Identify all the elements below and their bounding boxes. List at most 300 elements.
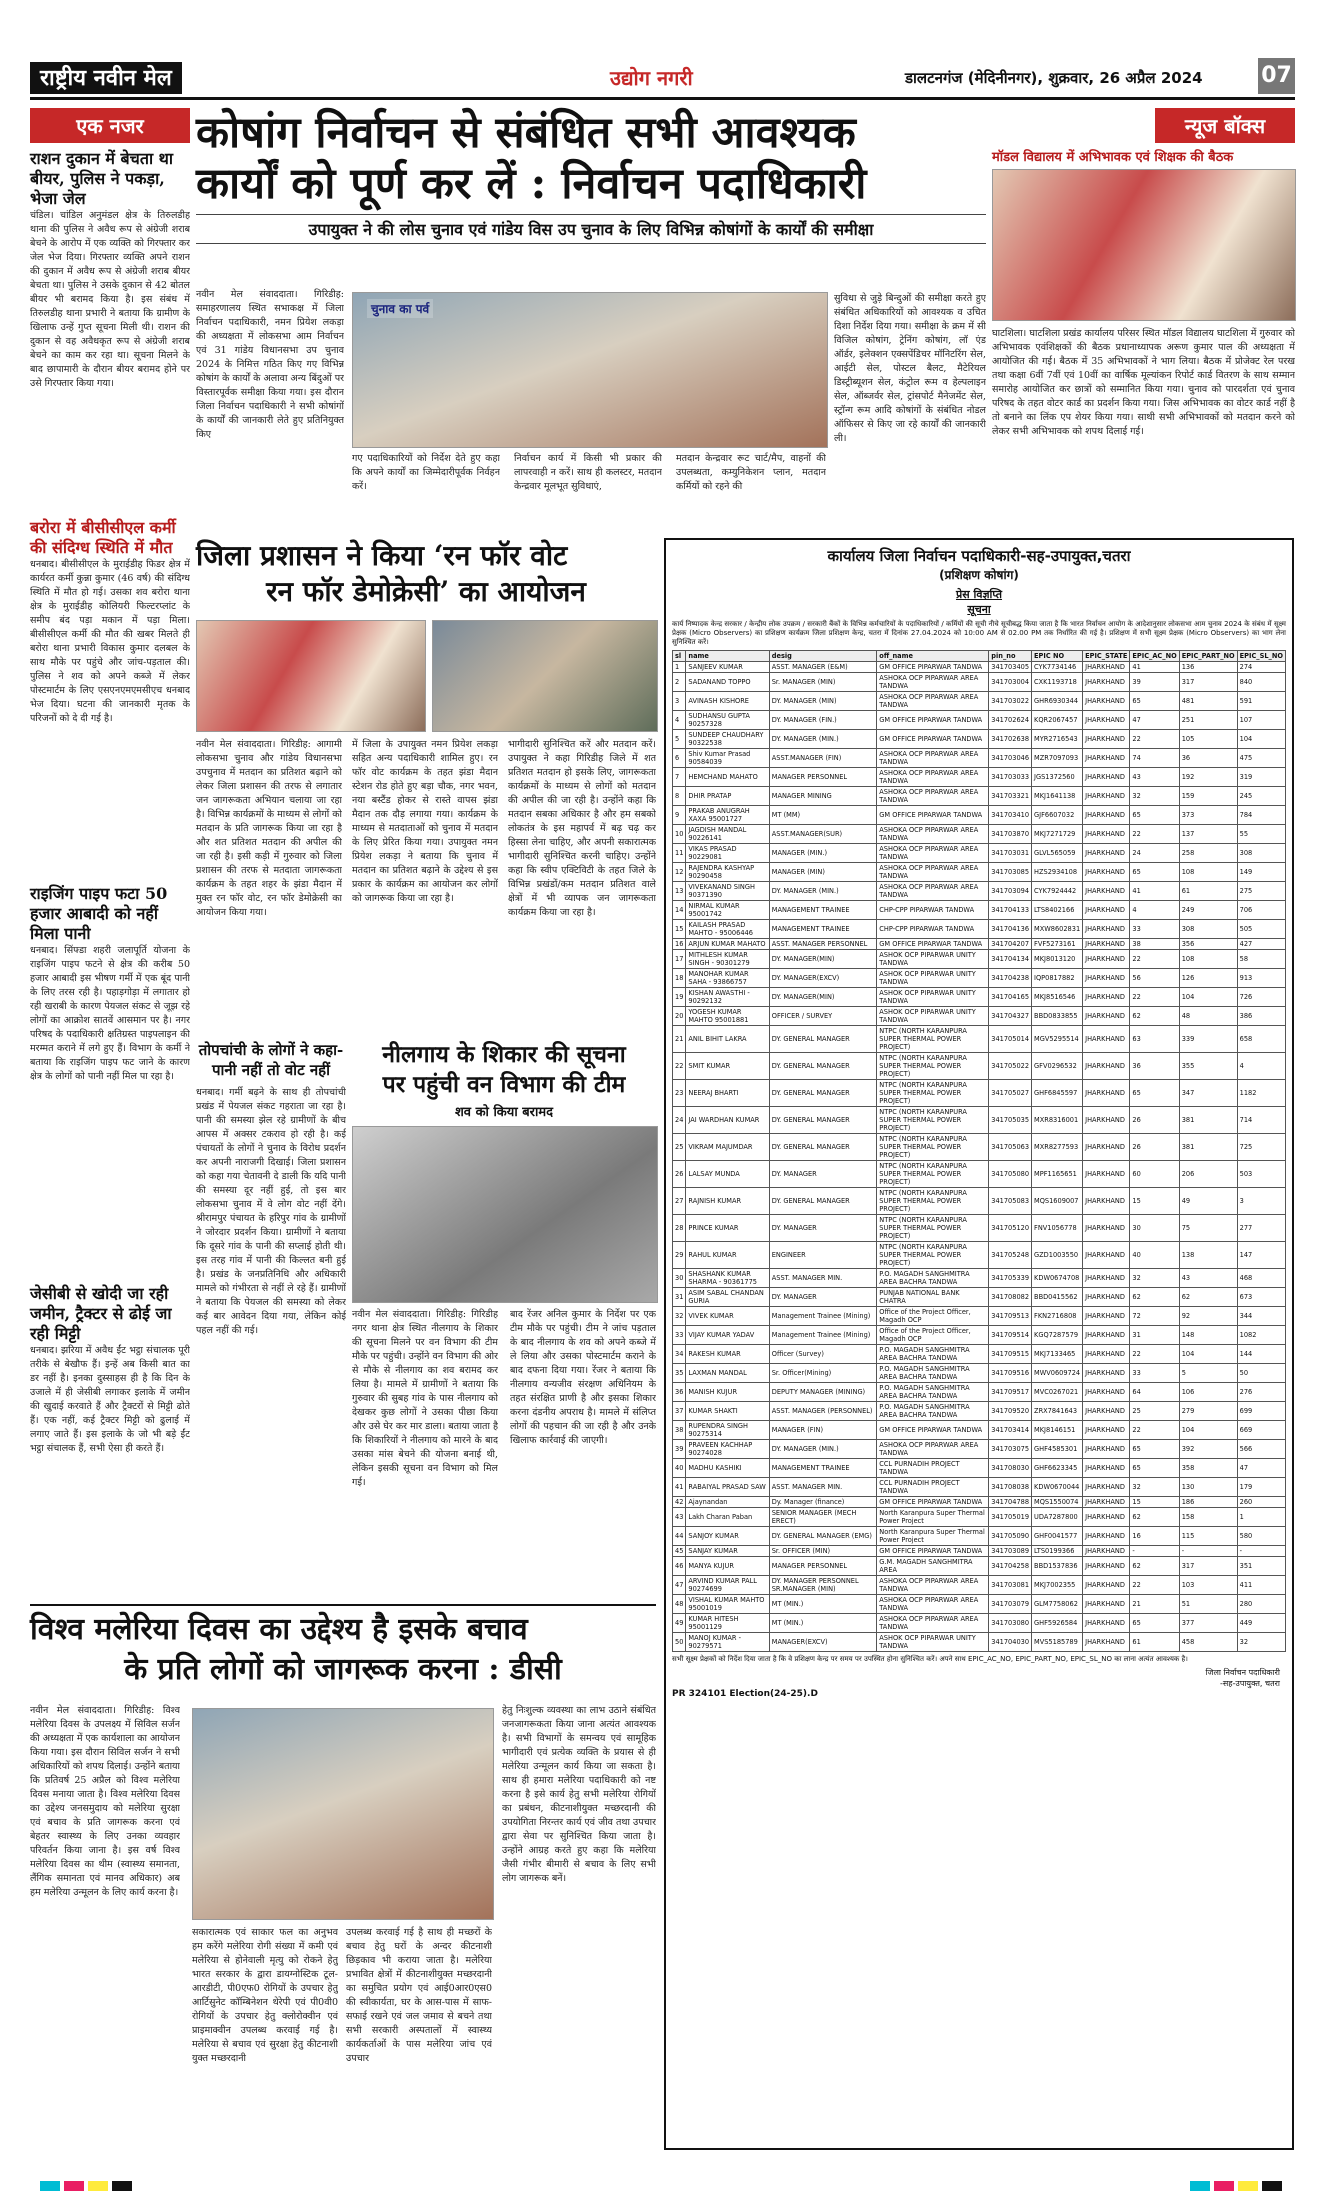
news-box [992,108,1295,528]
table-cell: CHP-CPP PIPARWAR TANDWA [877,901,989,920]
table-row [673,1307,1286,1326]
table-cell: 706 [1237,901,1285,920]
table-cell: 411 [1237,1576,1285,1595]
table-row [673,806,1286,825]
table-cell: 62 [1179,1288,1237,1307]
table-cell: ASHOKA OCP PIPARWAR AREA TANDWA [877,1440,989,1459]
table-cell: 21 [673,1026,686,1053]
table-cell: - [1237,1546,1285,1557]
table-cell: 249 [1179,901,1237,920]
table-cell: JHARKHAND [1083,749,1130,768]
table-cell: 137 [1179,825,1237,844]
table-cell: 341704258 [989,1557,1032,1576]
table-row [673,1269,1286,1288]
table-cell: 31 [1130,1326,1179,1345]
table-cell: MXR8316001 [1032,1107,1083,1134]
table-cell: 341704238 [989,969,1032,988]
table-cell: JHARKHAND [1083,920,1130,939]
run-story-photo-right [432,620,658,732]
table-cell: MANOHAR KUMAR SAHA - 93866757 [686,969,769,988]
table-cell: 23 [673,1080,686,1107]
table-cell: 726 [1237,988,1285,1007]
table-row [673,1215,1286,1242]
table-cell: 11 [673,844,686,863]
table-row [673,988,1286,1007]
table-cell: 8 [673,787,686,806]
table-header-cell: EPIC NO [1032,651,1083,662]
table-cell: 341703089 [989,1546,1032,1557]
photo-banner-text: चुनाव का पर्व [367,299,433,318]
left-story-2 [30,518,190,880]
table-cell: 274 [1237,662,1285,673]
table-cell: ANIL BIHIT LAKRA [686,1026,769,1053]
table-cell: 351 [1237,1557,1285,1576]
table-cell: 317 [1179,673,1237,692]
table-row [673,1421,1286,1440]
table-cell: Sr. OFFICER (MIN) [769,1546,877,1557]
table-cell: 10 [673,825,686,844]
table-cell: 33 [673,1326,686,1345]
table-header-row [673,651,1286,662]
table-cell: DY. GENERAL MANAGER [769,1053,877,1080]
water-story [196,1040,346,1600]
table-cell: 36 [673,1383,686,1402]
table-cell: MANAGER MINING [769,787,877,806]
table-cell: ASHOK OCP PIPARWAR UNITY TANDWA [877,950,989,969]
table-row [673,1478,1286,1497]
table-cell: GM OFFICE PIPARWAR TANDWA [877,662,989,673]
table-cell: ARVIND KUMAR PALL 90274699 [686,1576,769,1595]
table-cell: 15 [673,920,686,939]
table-cell: 468 [1237,1269,1285,1288]
table-cell: MANAGER (MIN.) [769,844,877,863]
table-cell: JHARKHAND [1083,1188,1130,1215]
table-cell: JHARKHAND [1083,787,1130,806]
table-cell: 18 [673,969,686,988]
table-cell: MANAGEMENT TRAINEE [769,1459,877,1478]
table-cell: ASHOKA OCP PIPARWAR AREA TANDWA [877,1576,989,1595]
table-cell: 725 [1237,1134,1285,1161]
table-cell: 30 [673,1269,686,1288]
table-cell: RAKESH KUMAR [686,1345,769,1364]
table-cell: ASHOKA OCP PIPARWAR AREA TANDWA [877,882,989,901]
table-cell: 27 [673,1188,686,1215]
table-cell: JHARKHAND [1083,1242,1130,1269]
table-cell: JHARKHAND [1083,1478,1130,1497]
table-cell: RAJENDRA KASHYAP 90290458 [686,863,769,882]
table-cell: JAI WARDHAN KUMAR [686,1107,769,1134]
top-story-col3: निर्वाचन कार्य में किसी भी प्रकार की लापरवाही न करें। साथ ही कलस्टर, मतदान केन्द्रवार मूलभूत सुविधाएं, [514,453,662,492]
table-cell: DEPUTY MANAGER (MINING) [769,1383,877,1402]
table-cell: 65 [1130,1614,1179,1633]
table-cell: 22 [1130,988,1179,1007]
table-cell: DY. GENERAL MANAGER [769,1134,877,1161]
table-cell: MANOJ KUMAR - 90279571 [686,1633,769,1652]
table-cell: VIVEK KUMAR [686,1307,769,1326]
table-cell: DY. GENERAL MANAGER [769,1107,877,1134]
table-cell: JHARKHAND [1083,1614,1130,1633]
table-cell: 14 [673,901,686,920]
table-cell: JHARKHAND [1083,1459,1130,1478]
table-cell: 55 [1237,825,1285,844]
notice-signoff-line1: जिला निर्वाचन पदाधिकारी [1205,1668,1280,1677]
table-cell: GM OFFICE PIPARWAR TANDWA [877,939,989,950]
table-cell: P.O. MAGADH SANGHMITRA AREA BACHRA TANDWA [877,1345,989,1364]
table-cell: NTPC (NORTH KARANPURA SUPER THERMAL POWER PROJECT) [877,1161,989,1188]
table-cell: 913 [1237,969,1285,988]
table-row [673,1345,1286,1364]
run-story-col2: में जिला के उपायुक्त नमन प्रियेश लकड़ा सहित अन्य पदाधिकारी शामिल हुए। रन फॉर वोट कार्यक्रम के तहत झंडा मैदान स्टेशन रोड होते हुए बड़ा चौक, नगर भवन, नया बस्टैंड होकर से रास्ते वापस झंडा मैदान तक दौड़ लगाया गया। कार्यक्रम के माध्यम से मतदाताओं को चुनाव में मतदान के लिए प्रेरित किया गया। उपायुक्त नमन प्रियेश लकड़ा ने बताया कि चुनाव में मतदान का प्रतिशत बढ़ाने के उद्देश्य से इस प्रकार के कार्यक्रम का आयोजन कर लोगों को जागरूक किया जा रहा है। [352,739,498,904]
table-cell: 103 [1179,1576,1237,1595]
table-cell: 32 [1130,1269,1179,1288]
table-cell: GJF6607032 [1032,806,1083,825]
left-story-1 [30,149,190,514]
nilgai-col1: नवीन मेल संवाददाता। गिरिडीह: गिरिडीह नगर थाना क्षेत्र स्थित नीलगाय के शिकार की सूचना मिलने पर वन विभाग की टीम मौके पर पहुंची। उन्होंने वन विभाग की ओर से मौके से नीलगाय का शव बरामद कर लिया है। मामले में ग्रामीणों ने बताया कि गुरुवार की सुबह गांव के पास नीलगाय को देखकर कुछ लोगों ने उसका पीछा किया और उसे घेर कर मार डाला। बताया जाता है कि शिकारियों ने नीलगाय को मारने के बाद उसका मांस बेचने की योजना बनाई थी, लेकिन इसकी सूचना वन विभाग को मिल गई। [352,1309,498,1488]
table-cell: ASHOK OCP PIPARWAR UNITY TANDWA [877,969,989,988]
table-cell: DY. GENERAL MANAGER (EMG) [769,1527,877,1546]
table-cell: SENIOR MANAGER (MECH ERECT) [769,1508,877,1527]
table-cell: 38 [673,1421,686,1440]
table-cell: ASST.MANAGER(SUR) [769,825,877,844]
table-cell: KDW0670044 [1032,1478,1083,1497]
top-story-photo [352,292,828,448]
table-cell: KGQ7287579 [1032,1326,1083,1345]
table-cell: GHF6845597 [1032,1080,1083,1107]
table-row [673,1527,1286,1546]
table-cell: 25 [673,1134,686,1161]
table-header-cell: EPIC_STATE [1083,651,1130,662]
table-cell: GLM7758062 [1032,1595,1083,1614]
table-cell: Officer (Survey) [769,1345,877,1364]
table-cell: 62 [1130,1288,1179,1307]
table-cell: 341703079 [989,1595,1032,1614]
table-cell: 458 [1179,1633,1237,1652]
table-cell: JHARKHAND [1083,988,1130,1007]
table-cell: SANJEEV KUMAR [686,662,769,673]
table-cell: 65 [1130,692,1179,711]
table-cell: VIJAY KUMAR YADAV [686,1326,769,1345]
table-cell: ASST.MANAGER (FIN) [769,749,877,768]
table-cell: 64 [1130,1383,1179,1402]
table-cell: Shiv Kumar Prasad 90584039 [686,749,769,768]
table-cell: 381 [1179,1107,1237,1134]
table-cell: RAHUL KUMAR [686,1242,769,1269]
run-story-photo-left [196,620,426,732]
table-cell: 22 [1130,730,1179,749]
table-cell: Ajaynandan [686,1497,769,1508]
table-cell: 65 [1130,863,1179,882]
table-cell: DY. MANAGER (MIN.) [769,882,877,901]
table-cell: 16 [1130,1527,1179,1546]
table-cell: MVC0267021 [1032,1383,1083,1402]
notice-suchna: सूचना [967,603,991,616]
table-cell: 260 [1237,1497,1285,1508]
left-story-4 [30,1284,190,1494]
table-row [673,1557,1286,1576]
table-cell: SANJAY KUMAR [686,1546,769,1557]
table-cell: ASHOK OCP PIPARWAR UNITY TANDWA [877,1633,989,1652]
table-cell: 36 [1130,1053,1179,1080]
table-cell: 5 [673,730,686,749]
table-cell: 12 [673,863,686,882]
table-cell: JHARKHAND [1083,939,1130,950]
table-cell: DY. GENERAL MANAGER [769,1080,877,1107]
table-cell: 65 [1130,1440,1179,1459]
table-cell: ASST. MANAGER MIN. [769,1269,877,1288]
table-cell: 62 [1130,1557,1179,1576]
table-cell: 32 [1130,787,1179,806]
top-story-subhead: उपायुक्त ने की लोस चुनाव एवं गांडेय विस उप चुनाव के लिए विभिन्न कोषांगों के कार्यों की समीक्षा [196,214,986,244]
micro-observers-table [672,650,1286,1652]
table-cell: 47 [673,1576,686,1595]
table-cell: RAJNISH KUMAR [686,1188,769,1215]
nilgai-photo [352,1126,658,1303]
table-cell: JHARKHAND [1083,711,1130,730]
table-row [673,787,1286,806]
table-cell: 481 [1179,692,1237,711]
table-row [673,969,1286,988]
table-cell: FKN2716808 [1032,1307,1083,1326]
table-cell: LTS8402166 [1032,901,1083,920]
table-cell: Sr. Officer(Mining) [769,1364,877,1383]
table-cell: 341705027 [989,1080,1032,1107]
top-story [196,108,986,528]
run-for-vote-story [196,538,656,1038]
table-cell: KDW0674708 [1032,1269,1083,1288]
table-cell: 673 [1237,1288,1285,1307]
table-cell: JHARKHAND [1083,1508,1130,1527]
table-row [673,1633,1286,1652]
table-row [673,882,1286,901]
table-cell: MANAGER PERSONNEL [769,768,877,787]
table-cell: 341705339 [989,1269,1032,1288]
table-cell: 341704030 [989,1633,1032,1652]
table-cell: 40 [673,1459,686,1478]
table-cell: 258 [1179,844,1237,863]
table-cell: DY. MANAGER (MIN) [769,692,877,711]
table-cell: ASHOKA OCP PIPARWAR AREA TANDWA [877,1595,989,1614]
table-cell: KQR2067457 [1032,711,1083,730]
table-cell: JHARKHAND [1083,1345,1130,1364]
notice-table-wrap [672,650,1286,1652]
table-cell: 39 [1130,673,1179,692]
table-cell: 341703321 [989,787,1032,806]
table-cell: JHARKHAND [1083,1576,1130,1595]
table-cell: ASST. MANAGER (PERSONNEL) [769,1402,877,1421]
table-cell: 24 [673,1107,686,1134]
table-cell: 339 [1179,1026,1237,1053]
table-cell: 26 [1130,1134,1179,1161]
table-cell: 341704134 [989,950,1032,969]
table-cell: BBD1537836 [1032,1557,1083,1576]
table-cell: 35 [673,1364,686,1383]
table-cell: ASST. MANAGER PERSONNEL [769,939,877,950]
table-row [673,863,1286,882]
table-cell: NTPC (NORTH KARANPURA SUPER THERMAL POWER PROJECT) [877,1188,989,1215]
ek-nazar-header: एक नजर [30,108,190,143]
table-cell: SUDHANSU GUPTA 90257328 [686,711,769,730]
table-cell: 65 [1130,1459,1179,1478]
table-cell: ENGINEER [769,1242,877,1269]
table-cell: ASIM SABAL CHANDAN GURIA [686,1288,769,1307]
table-row [673,1080,1286,1107]
table-cell: 48 [673,1595,686,1614]
table-cell: 341702624 [989,711,1032,730]
table-cell: PRAVEEN KACHHAP 90274028 [686,1440,769,1459]
table-cell: 21 [1130,1595,1179,1614]
table-row [673,1576,1286,1595]
table-cell: 5 [1179,1364,1237,1383]
table-cell: 26 [1130,1107,1179,1134]
table-cell: 319 [1237,768,1285,787]
table-cell: 699 [1237,1402,1285,1421]
table-cell: MKJ8146151 [1032,1421,1083,1440]
table-row [673,1402,1286,1421]
table-cell: GZD1003550 [1032,1242,1083,1269]
notice-pr-number: PR 324101 Election(24-25).D [672,1689,818,1699]
table-cell: 341703046 [989,749,1032,768]
table-cell: 344 [1237,1307,1285,1326]
table-row [673,939,1286,950]
top-story-col5: सुविधा से जुड़े बिन्दुओं की समीक्षा करते हुए संबंधित अधिकारियों को आवश्यक व उचित दिशा निर्देश दिया गया। समीक्षा के क्रम में सी विजिल कोषांग, ट्रेनिंग कोषांग, लॉ एंड ऑर्डर, इलेक्शन एक्सपेंडिचर मॉनिटरिंग सेल, आईटी सेल, पोस्टल बैलट, मैटेरियल डिस्ट्रीब्यूशन सेल, कंट्रोल रूम व हेल्पलाइन सेल, ऑब्जर्वर सेल, ट्रांसपोर्ट मैनेजमेंट सेल, स्ट्रॉन्ग रूम आदि कोषांगों के संबंधित नोडल ऑफिसर से किए जा रहे कार्यों की जानकारी ली। [834,293,986,444]
table-cell: YOGESH KUMAR MAHTO 95001881 [686,1007,769,1026]
table-cell: NIRMAL KUMAR 95001742 [686,901,769,920]
table-cell: 72 [1130,1307,1179,1326]
table-cell: 341708030 [989,1459,1032,1478]
table-cell: VIVEKANAND SINGH 90371390 [686,882,769,901]
table-cell: 22 [1130,1345,1179,1364]
table-cell: KISHAN AWASTHI - 90292132 [686,988,769,1007]
table-cell: 341704207 [989,939,1032,950]
table-cell: 41 [1130,882,1179,901]
table-cell: 36 [1179,749,1237,768]
table-cell: 108 [1179,950,1237,969]
table-cell: 104 [1237,730,1285,749]
table-cell: JHARKHAND [1083,806,1130,825]
table-cell: 34 [673,1345,686,1364]
run-story-headline-line1: जिला प्रशासन ने किया ‘रन फॉर वोट [196,539,568,572]
table-cell: 245 [1237,787,1285,806]
table-cell: 591 [1237,692,1285,711]
table-cell: 32 [1130,1478,1179,1497]
table-cell: 341705120 [989,1215,1032,1242]
table-cell: SHASHANK KUMAR SHARMA - 90361775 [686,1269,769,1288]
table-row [673,662,1286,673]
table-row [673,844,1286,863]
table-cell: JHARKHAND [1083,1307,1130,1326]
table-cell: VISHAL KUMAR MAHTO 95001019 [686,1595,769,1614]
table-cell: MANAGER (FIN) [769,1421,877,1440]
table-cell: 341705022 [989,1053,1032,1080]
table-cell: 47 [1237,1459,1285,1478]
table-row [673,1007,1286,1026]
table-cell: 107 [1237,711,1285,730]
table-cell: JHARKHAND [1083,1402,1130,1421]
table-cell: LAXMAN MANDAL [686,1364,769,1383]
table-cell: Dy. Manager (finance) [769,1497,877,1508]
table-row [673,1614,1286,1633]
table-cell: JHARKHAND [1083,692,1130,711]
table-row [673,1134,1286,1161]
nilgai-story [352,1040,656,1600]
table-cell: MWV0609724 [1032,1364,1083,1383]
table-cell: 62 [1130,1007,1179,1026]
table-cell: 341704788 [989,1497,1032,1508]
table-cell: JHARKHAND [1083,1326,1130,1345]
table-cell: DY. MANAGER(MIN) [769,988,877,1007]
table-cell: Management Trainee (Mining) [769,1326,877,1345]
table-cell: 136 [1179,662,1237,673]
table-cell: 186 [1179,1497,1237,1508]
table-row [673,1242,1286,1269]
table-cell: 24 [1130,844,1179,863]
table-cell: JHARKHAND [1083,969,1130,988]
notice-intro: कार्य निष्पादक केन्द्र सरकार / केन्द्रीय लोक उपक्रम / सरकारी बैंकों के विभिन्न कर्मचारियों के पदाधिकारियों / कर्मियों की सूची नीचे सूचीबद्ध किया जाता है कि भारत निर्वाचन आयोग के आदेशानुसार लोकसभा आम चुनाव 2024 के संबंध में सूक्ष्म प्रेक्षक (Micro Observers) का प्रशिक्षण कार्यक्रम जिला प्रशिक्षण केन्द्र, चतरा में दिनांक 27.04.2024 को 10:00 AM से 02.00 PM तक निर्धारित की गई है। प्रशिक्षण में सभी सूक्ष्म प्रेक्षक (Micro Observers) का भाग लेना सुनिश्चित करें। [672,620,1286,646]
table-cell: MITHLESH KUMAR SINGH - 90301279 [686,950,769,969]
table-cell: GHF6623345 [1032,1459,1083,1478]
table-cell: JHARKHAND [1083,1269,1130,1288]
table-cell: MT (MIN.) [769,1595,877,1614]
table-cell: MANAGER PERSONNEL [769,1557,877,1576]
table-cell: DY. GENERAL MANAGER [769,1026,877,1053]
table-cell: MT (MIN.) [769,1614,877,1633]
table-cell: 341708082 [989,1288,1032,1307]
table-cell: MANYA KUJUR [686,1557,769,1576]
table-cell: 41 [1130,662,1179,673]
table-row [673,1326,1286,1345]
table-cell: ASHOKA OCP PIPARWAR AREA TANDWA [877,749,989,768]
table-cell: 3 [1237,1188,1285,1215]
table-cell: 61 [1179,882,1237,901]
table-cell: JGS1372560 [1032,768,1083,787]
table-row [673,1161,1286,1188]
table-cell: 505 [1237,920,1285,939]
table-cell: GFV0296532 [1032,1053,1083,1080]
table-cell: ASHOKA OCP PIPARWAR AREA TANDWA [877,1614,989,1633]
malaria-col1: नवीन मेल संवाददाता। गिरिडीह: विश्व मलेरिया दिवस के उपलक्ष्य में सिविल सर्जन की अध्यक्षता में एक कार्यशाला का आयोजन किया गया। इस दौरान सिविल सर्जन ने सभी अधिकारियों को शपथ दिलाई। उन्होंने बताया कि प्रतिवर्ष 25 अप्रैल को विश्व मलेरिया दिवस मनाया जाता है। विश्व मलेरिया दिवस का उद्देश्य जनसमुदाय को मलेरिया सुरक्षा एवं बचाव के प्रति जागरूक करना एवं बेहतर स्वास्थ्य के लिए उनका व्यवहार परिवर्तन किया जाना है। इस वर्ष विश्व मलेरिया दिवस का थीम (स्वास्थ्य समानता, लैंगिक समानता एवं मानव अधिकार) अब हम मलेरिया उन्मूलन के लिए कार्य करना है। [30,1705,180,1898]
table-cell: RABAIYAL PRASAD SAW [686,1478,769,1497]
table-cell: 13 [673,882,686,901]
table-cell: 392 [1179,1440,1237,1459]
table-row [673,1546,1286,1557]
table-cell: 381 [1179,1134,1237,1161]
table-cell: ASHOKA OCP PIPARWAR AREA TANDWA [877,768,989,787]
table-cell: 341705080 [989,1161,1032,1188]
table-cell: 566 [1237,1440,1285,1459]
table-cell: 317 [1179,1557,1237,1576]
table-row [673,920,1286,939]
table-cell: 4 [673,711,686,730]
table-cell: JHARKHAND [1083,882,1130,901]
table-cell: 714 [1237,1107,1285,1134]
table-row [673,768,1286,787]
table-cell: 22 [1130,825,1179,844]
table-cell: 28 [673,1215,686,1242]
table-cell: 25 [1130,1402,1179,1421]
table-cell: GM OFFICE PIPARWAR TANDWA [877,1546,989,1557]
table-cell: BBD0415562 [1032,1288,1083,1307]
table-cell: 341705019 [989,1508,1032,1527]
table-cell: 2 [673,673,686,692]
table-cell: NEERAJ BHARTI [686,1080,769,1107]
table-cell: DY. MANAGER (MIN.) [769,1440,877,1459]
table-row [673,950,1286,969]
table-cell: ARJUN KUMAR MAHATO [686,939,769,950]
table-cell: 784 [1237,806,1285,825]
top-story-col1: नवीन मेल संवाददाता। गिरिडीह: समाहरणालय स्थित सभाकक्ष में जिला निर्वाचन पदाधिकारी, नमन प्रियेश लकड़ा की अध्यक्षता में लोकसभा आम निर्वाचन एवं 31 गांडेय विधानसभा उप चुनाव 2024 के निमित्त गठित किए गए विभिन्न कोषांग के कार्यों के अलावा अन्य बिंदुओं पर विस्तारपूर्वक समीक्षा किया गया। इस दौरान जिला निर्वाचन पदाधिकारी ने सभी कोषांगों के कार्यों की जानकारी लेते हुए प्रतिनियुक्त किए [196,289,344,440]
table-cell: 104 [1179,1421,1237,1440]
table-cell: ASHOKA OCP PIPARWAR AREA TANDWA [877,692,989,711]
